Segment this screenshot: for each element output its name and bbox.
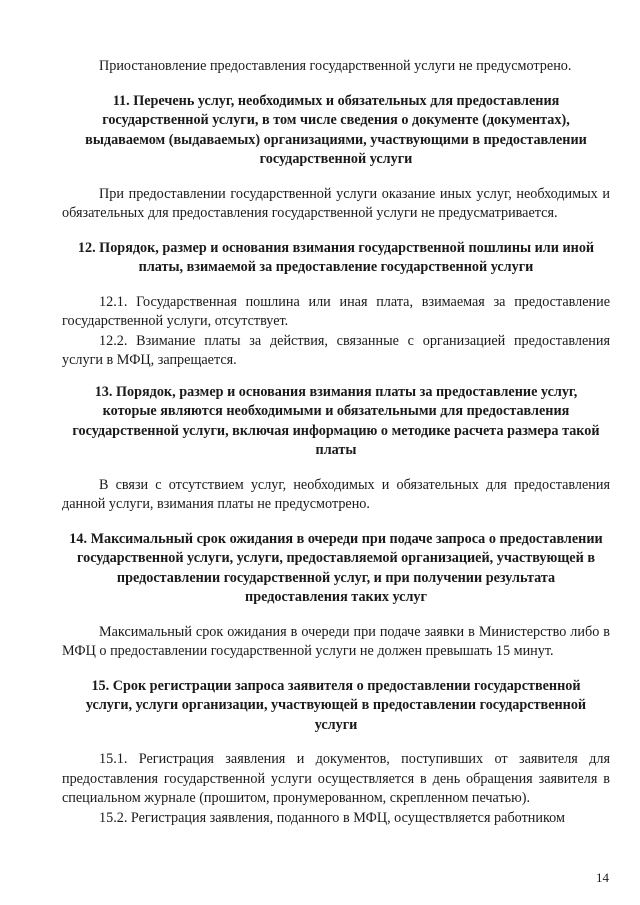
paragraph-section-13: В связи с отсутствием услуг, необходимых и обязательных для предоставления данной услуги, взимания платы не предусмотрено.	[62, 476, 610, 512]
heading-section-11: 11. Перечень услуг, необходимых и обязательных для предоставления государственной услуги, в том числе сведения о документе (документах), выдаваемом (выдаваемых) организациями, участвующими в предоставлении государственной услуги	[85, 92, 587, 167]
paragraph-section-12-1: 12.1. Государственная пошлина или иная плата, взимаемая за предоставление государственной услуги, отсутствует.	[62, 293, 610, 329]
paragraph-section-11: При предоставлении государственной услуги оказание иных услуг, необходимых и обязательных для предоставления государственной услуги не предусматривается.	[62, 185, 610, 221]
paragraph-section-15-2: 15.2. Регистрация заявления, поданного в МФЦ, осуществляется работником	[99, 809, 565, 826]
heading-section-12: 12. Порядок, размер и основания взимания государственной пошлины или иной платы, взимаемой за предоставление государственной услуги	[77, 239, 595, 275]
heading-section-14: 14. Максимальный срок ожидания в очереди при подаче запроса о предоставлении государственной услуги, услуги, предоставляемой организацией, участвующей в предоставлении государственной услуг, и при получении результата предоставления таких услуг	[69, 530, 603, 605]
page-number: 14	[596, 870, 609, 885]
paragraph-section-14: Максимальный срок ожидания в очереди при подаче заявки в Министерство либо в МФЦ о предоставлении государственной услуги не должен превышать 15 минут.	[62, 623, 610, 659]
heading-section-13: 13. Порядок, размер и основания взимания платы за предоставление услуг, которые являются необходимыми и обязательными для предоставления государственной услуги, включая информацию о методике расчета размера такой платы	[72, 383, 600, 458]
document-page	[62, 57, 610, 828]
paragraph-suspension: Приостановление предоставления государственной услуги не предусмотрено.	[99, 58, 572, 74]
heading-section-15: 15. Срок регистрации запроса заявителя о предоставлении государственной услуги, услуги организации, участвующей в предоставлении государственной услуги	[85, 677, 587, 733]
paragraph-section-12-2: 12.2. Взимание платы за действия, связанные с организацией предоставления услуги в МФЦ, запрещается.	[62, 332, 610, 368]
paragraph-section-15-1: 15.1. Регистрация заявления и документов, поступивших от заявителя для предоставления государственной услуги осуществляется в день обращения заявителя в специальном журнале (прошитом, пронумерованном, скрепленном печатью).	[62, 751, 610, 806]
